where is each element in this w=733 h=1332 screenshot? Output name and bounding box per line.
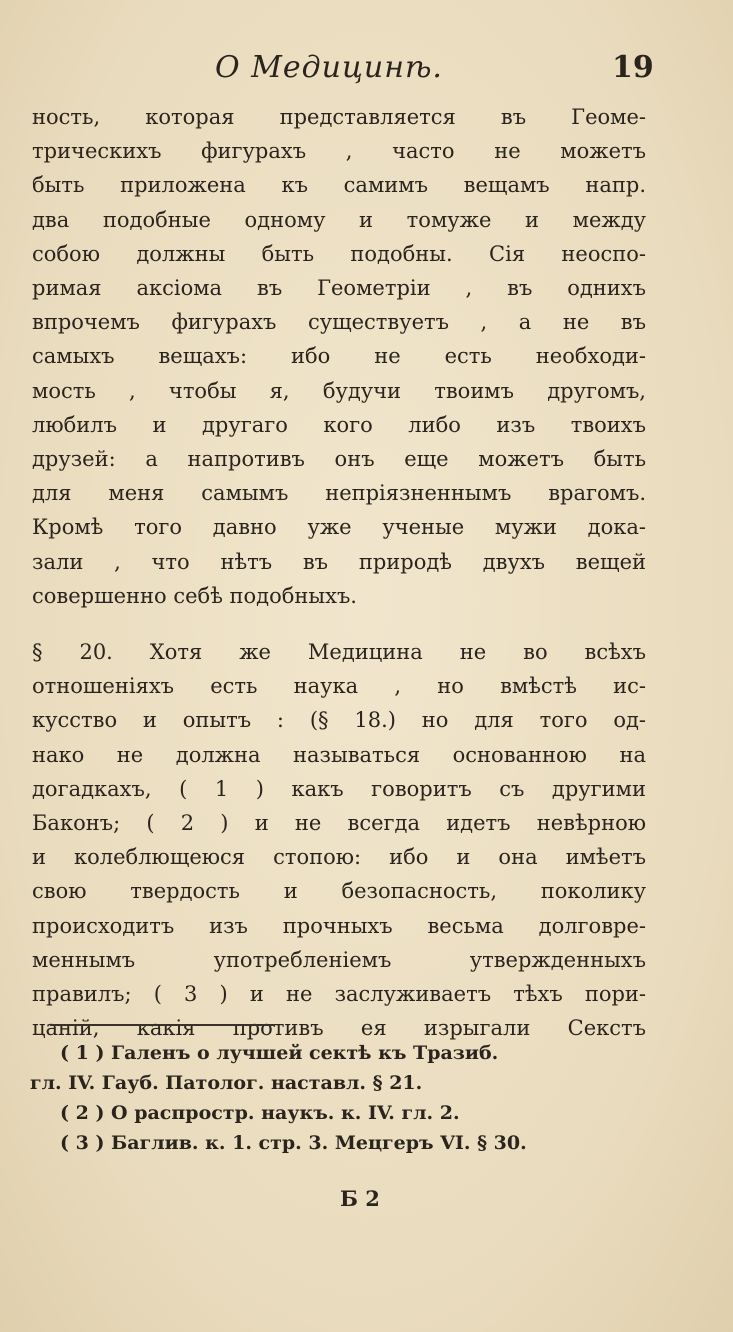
text-line: мость , чтобы я, будучи твоимъ другомъ, (32, 378, 646, 403)
footnote-3: ( 3 ) Баглив. к. 1. стр. 3. Мецгеръ VI. § 30. (60, 1132, 527, 1154)
text-line: свою твердость и безопасность, поколику (32, 879, 646, 904)
text-line: § 20. Хотя же Медицина не во всѣхъ (32, 640, 646, 665)
text-line: собою должны быть подобны. Сія неоспо- (32, 241, 646, 266)
text-line: любилъ и другаго кого либо изъ твоихъ (32, 412, 646, 437)
text-line: Баконъ; ( 2 ) и не всегда идетъ невѣрною (32, 811, 646, 836)
running-title: О Медицинѣ. (215, 50, 443, 85)
text-line: правилъ; ( 3 ) и не заслуживаетъ тѣхъ пори- (32, 982, 646, 1007)
text-line: Кромѣ того давно уже ученые мужи дока- (32, 515, 646, 540)
footnotes (30, 1038, 650, 1158)
text-line: ность, которая представляется въ Геоме- (32, 105, 646, 129)
text-line: римая аксіома въ Геометріи , въ однихъ (32, 276, 646, 301)
text-line: друзей: а напротивъ онъ еще можетъ быть (32, 447, 646, 472)
running-head (0, 50, 733, 90)
page-number: 19 (612, 50, 654, 85)
text-line: совершенно себѣ подобныхъ. (32, 583, 357, 608)
paragraph-gap (32, 613, 646, 635)
paragraph-section-20 (32, 635, 646, 1045)
text-line: отношеніяхъ есть наука , но вмѣстѣ ис- (32, 674, 646, 699)
footnote-1: ( 1 ) Галенъ о лучшей сектѣ къ Тразиб. (60, 1042, 499, 1064)
footnote-1-continued: гл. IV. Гауб. Патолог. наставл. § 21. (30, 1072, 423, 1094)
paragraph-continued (32, 100, 646, 613)
text-line: кусство и опытъ : (§ 18.) но для того од- (32, 708, 646, 733)
text-line: два подобные одному и томуже и между (32, 207, 646, 232)
signature-mark: Б 2 (340, 1186, 380, 1211)
text-line: меннымъ употребленіемъ утвержденныхъ (32, 947, 646, 972)
body-text (32, 100, 646, 1045)
text-line: и колеблющеюся стопою: ибо и она имѣетъ (32, 845, 646, 870)
text-line: трическихъ фигурахъ , часто не можетъ (32, 139, 646, 164)
text-line: догадкахъ, ( 1 ) какъ говоритъ съ другими (32, 776, 646, 801)
text-line: самыхъ вещахъ: ибо не есть необходи- (32, 344, 646, 369)
text-line: зали , что нѣтъ въ природѣ двухъ вещей (32, 549, 646, 574)
footnote-rule (50, 1024, 275, 1026)
text-line: цаній, какія противъ ея изрыгали Секстъ (32, 1016, 646, 1041)
text-line: впрочемъ фигурахъ существуетъ , а не въ (32, 310, 646, 335)
text-line: происходитъ изъ прочныхъ весьма долговре- (32, 913, 646, 938)
footnote-2: ( 2 ) О распростр. наукъ. к. IV. гл. 2. (60, 1102, 460, 1124)
text-line: быть приложена къ самимъ вещамъ напр. (32, 173, 646, 198)
text-line: для меня самымъ непріязненнымъ врагомъ. (32, 481, 646, 506)
text-line: нако не должна называться основанною на (32, 742, 646, 767)
